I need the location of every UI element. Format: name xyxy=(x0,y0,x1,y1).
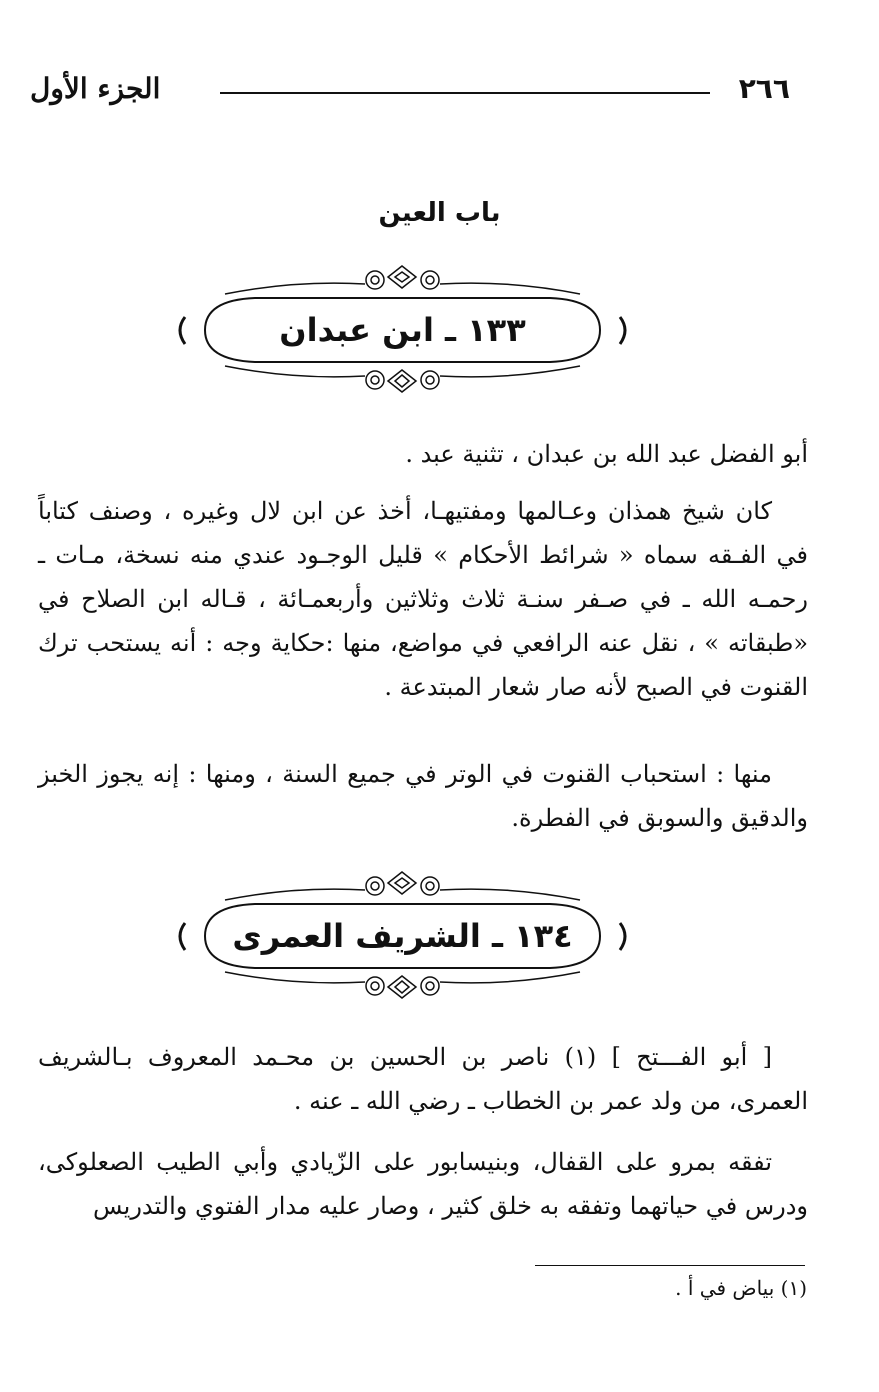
entry-heading: ١٣٣ ـ ابن عبدان xyxy=(279,310,526,349)
paragraph: كان شيخ همذان وعـالمها ومفتيهـا، أخذ عن ابن لال وغيره ، وصنف كتاباً في الفـقه سماه « شرائط الأحكام » قليل الوجـود عندي منه نسخة، مـات ـ رحمـه الله ـ في صـفر سنـة ثلاث وثلاثين وأربعمـائة ، قـاله ابن الصلاح في «طبقاته » ، نقل عنه الرافعي في مواضع، منها :حكاية وجه : أنه يستحب ترك القنوت في الصبح لأنه صار شعار المبتدعة . xyxy=(38,497,808,701)
header-rule xyxy=(220,92,710,94)
entry-heading-frame-134 xyxy=(175,868,630,1003)
page-header xyxy=(30,72,790,122)
footnote: (١) بياض في أ . xyxy=(675,1276,807,1300)
chapter-title: باب العين xyxy=(378,198,501,228)
entry-heading-frame-133 xyxy=(175,262,630,397)
paragraph: [ أبو الفـــتح ] (١) ناصر بن الحسين بن محـمد المعروف بـالشريف العمرى، من ولد عمر بن الخطاب ـ رضي الله ـ عنه . xyxy=(38,1043,808,1115)
page-number: ٢٦٦ xyxy=(738,72,790,105)
paragraph: أبو الفضل عبد الله بن عبدان ، تثنية عبد . xyxy=(405,440,808,468)
footnote-rule xyxy=(535,1265,805,1266)
paragraph: تفقه بمرو على القفال، وبنيسابور على الزّيادي وأبي الطيب الصعلوكى، ودرس في حياتهما وتفقه به خلق كثير ، وصار عليه مدار الفتوي والتدريس xyxy=(38,1148,808,1220)
paragraph: منها : استحباب القنوت في الوتر في جميع السنة ، ومنها : إنه يجوز الخبز والدقيق والسوبق في الفطرة. xyxy=(38,760,808,832)
part-title: الجزء الأول xyxy=(30,72,161,105)
entry-heading: ١٣٤ ـ الشريف العمرى xyxy=(232,916,573,955)
